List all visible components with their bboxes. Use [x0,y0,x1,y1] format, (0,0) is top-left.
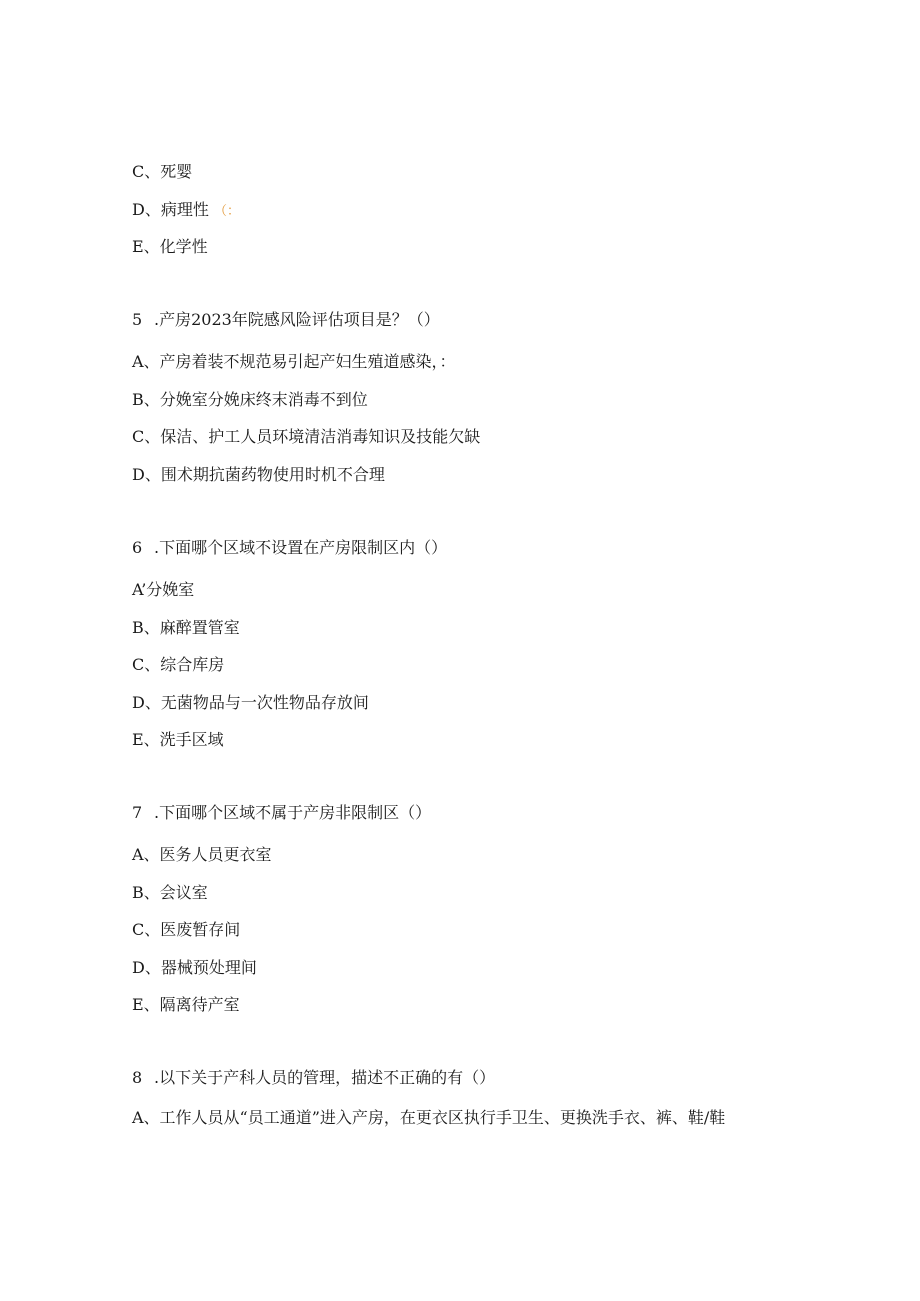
option-text: B、会议室 [132,883,208,902]
question-text: .下面哪个区域不属于产房非限制区（） [154,803,432,822]
stray-mark: （： [213,204,240,219]
option-line [132,352,456,372]
option-line [132,693,369,713]
option-line [132,920,240,940]
option-text: C、死婴 [132,162,193,181]
option-text: D、病理性 [132,200,209,219]
option-text: A、工作人员从“员工通道”进入产房，在更衣区执行手卫生、更换洗手衣、裤、鞋/鞋 [132,1108,726,1127]
option-line [132,883,208,903]
option-text: D、无菌物品与一次性物品存放间 [132,693,369,712]
question-line [132,538,447,558]
option-line [132,580,194,600]
option-line [132,465,385,485]
option-line [132,618,240,638]
option-text: C、保洁、护工人员环境清洁消毒知识及技能欠缺 [132,427,481,446]
option-line [132,730,224,750]
option-text: B、麻醉置管室 [132,618,240,637]
question-number: 6 [132,538,143,557]
option-line [132,1108,725,1128]
question-text: .下面哪个区域不设置在产房限制区内（） [154,538,448,557]
option-text: A、医务人员更衣室 [132,845,272,864]
option-line [132,845,272,865]
option-text: E、隔离待产室 [132,995,240,1014]
question-text: .产房2023年院感风险评估项目是？（） [154,310,440,329]
question-line [132,310,440,330]
option-text: C、医废暂存间 [132,920,241,939]
question-number: 8 [132,1068,143,1087]
option-line [132,427,480,447]
question-line [132,1068,495,1088]
option-line [132,162,192,182]
option-line [132,655,224,675]
option-line [132,995,240,1015]
option-text: D、器械预处理间 [132,958,257,977]
question-number: 5 [132,310,143,329]
question-text: .以下关于产科人员的管理，描述不正确的有（） [154,1068,496,1087]
question-line [132,803,431,823]
option-text: E、洗手区域 [132,730,224,749]
option-text: A’分娩室 [132,580,195,599]
option-text: B、分娩室分娩床终末消毒不到位 [132,390,368,409]
option-line [132,200,240,222]
option-line [132,237,208,257]
option-text: A、产房着装不规范易引起产妇生殖道感染，： [132,352,456,371]
option-text: E、化学性 [132,237,208,256]
option-text: D、围术期抗菌药物使用时机不合理 [132,465,385,484]
option-text: C、综合库房 [132,655,225,674]
question-number: 7 [132,803,143,822]
option-line [132,390,368,410]
option-line [132,958,257,978]
